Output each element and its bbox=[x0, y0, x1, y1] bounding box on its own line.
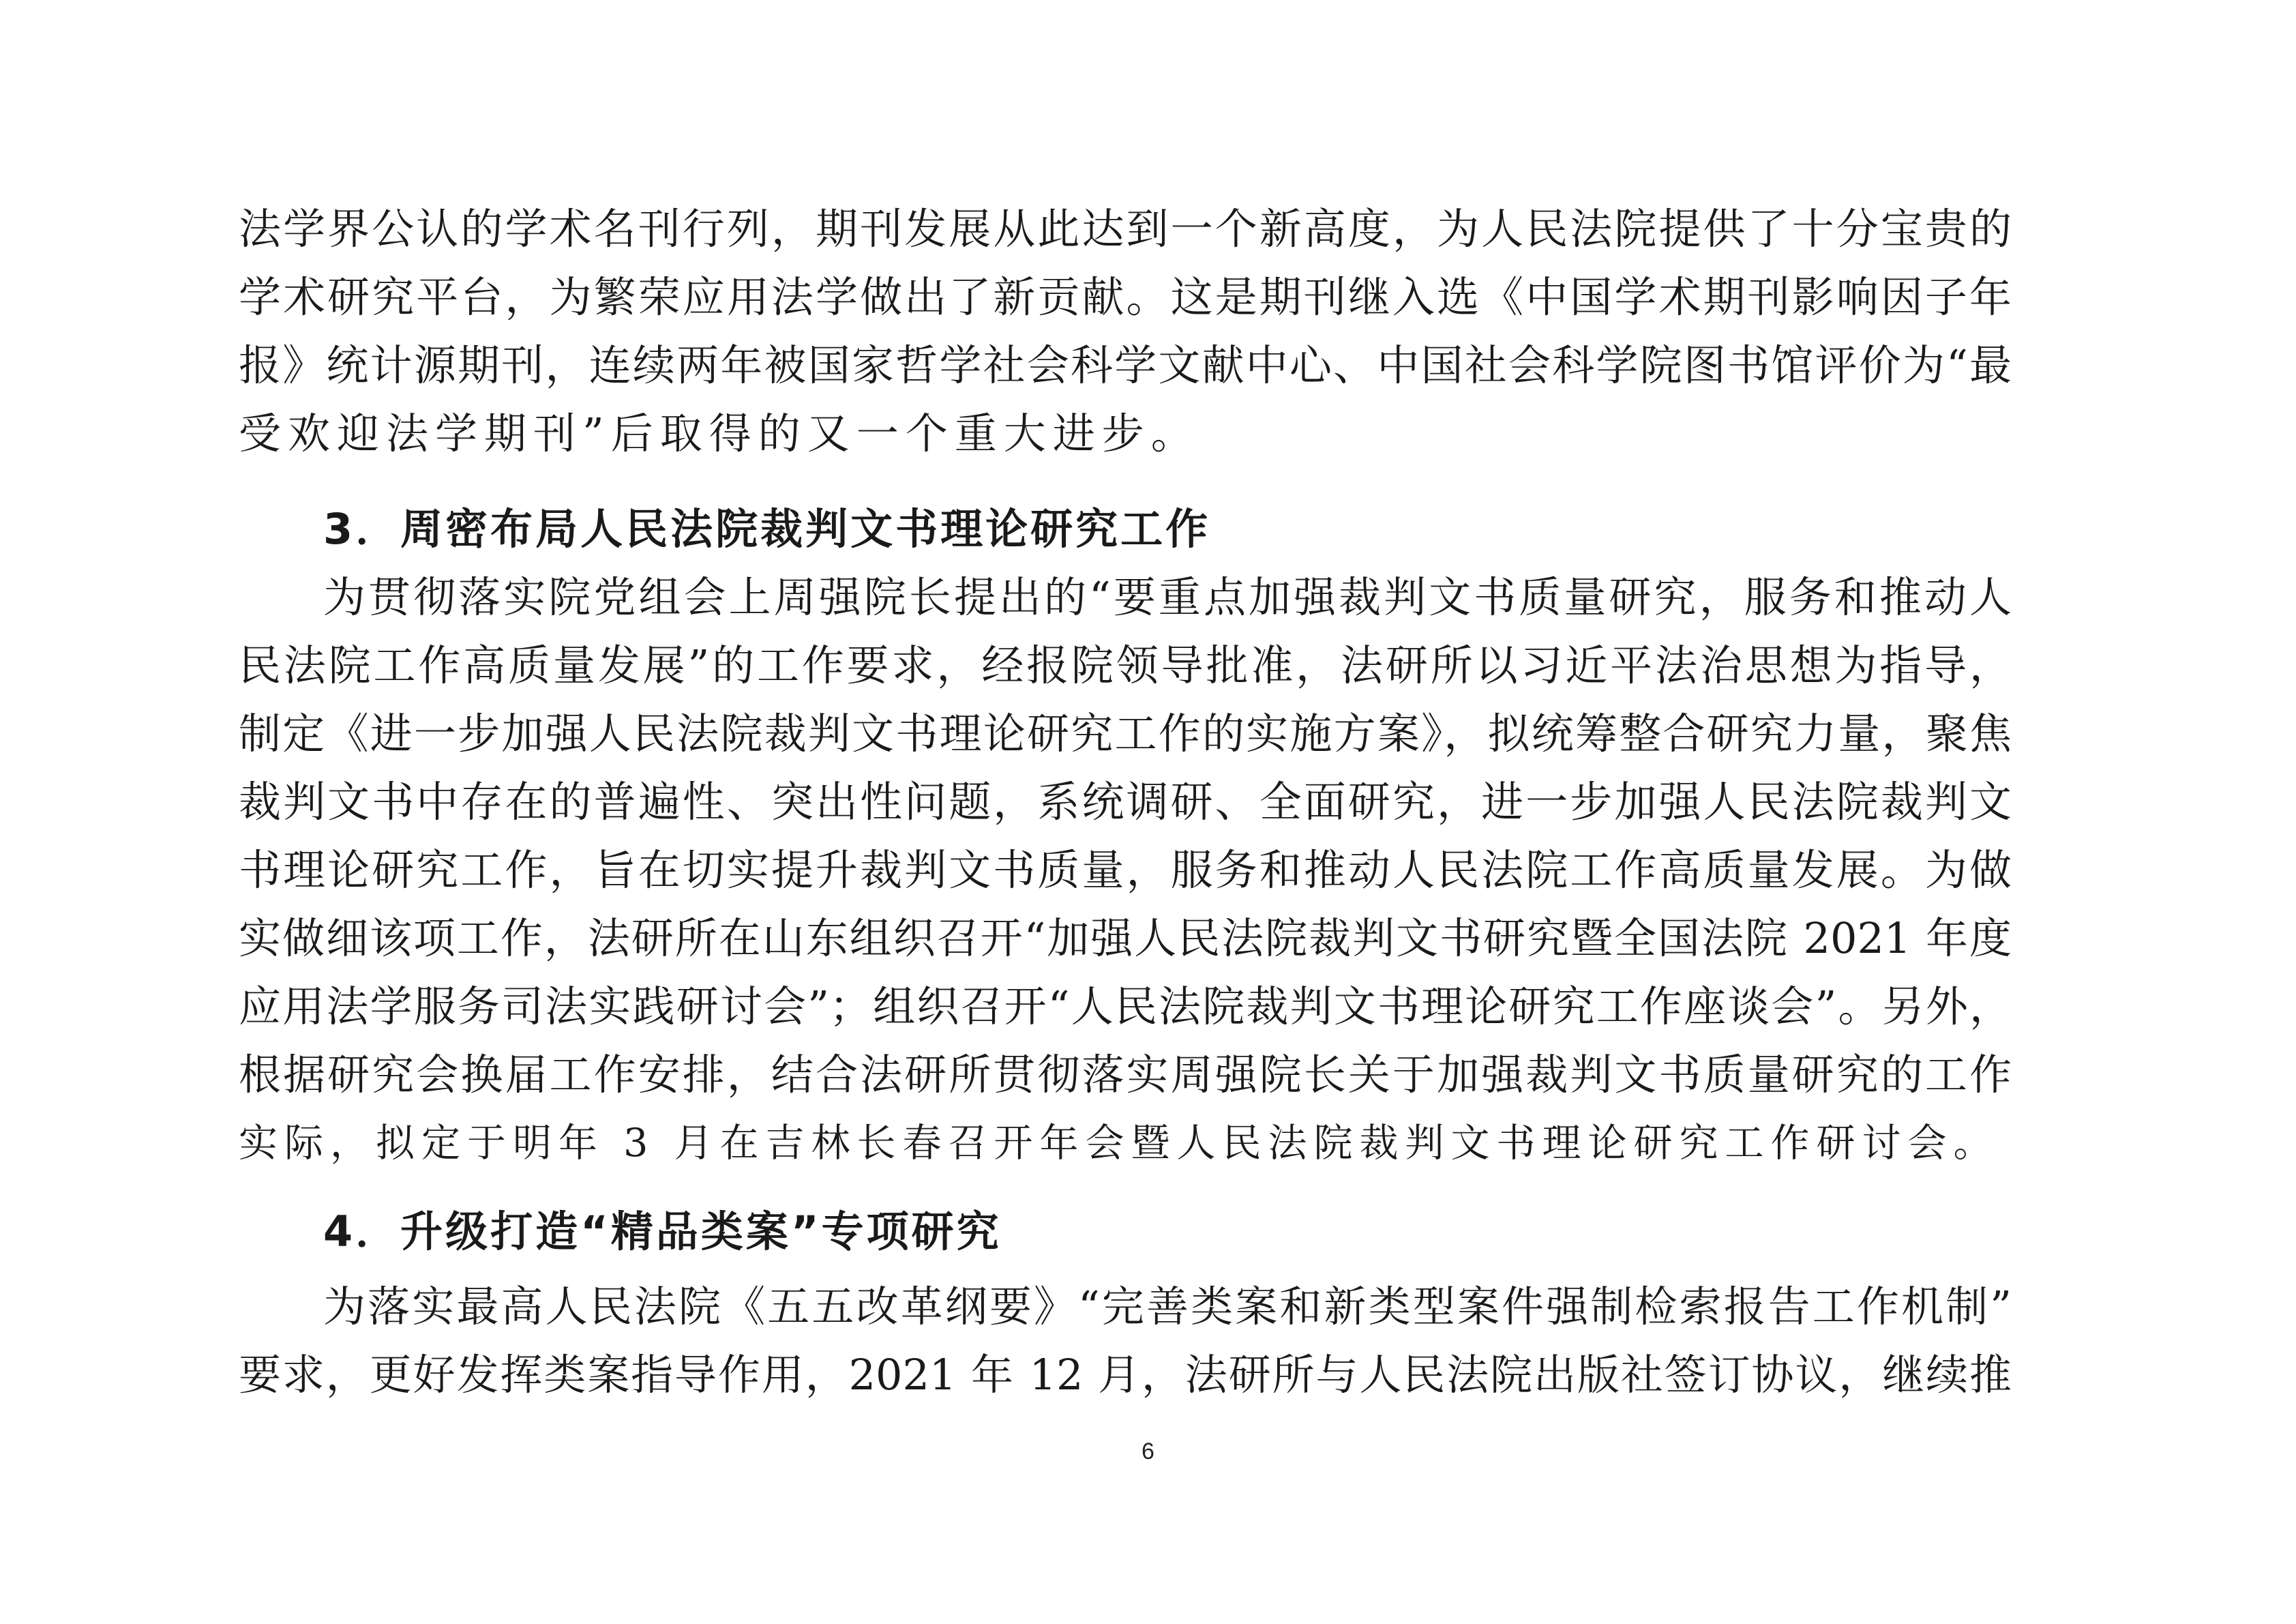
paragraph-line: 法学界公认的学术名刊行列，期刊发展从此达到一个新高度，为人民法院提供了十分宝贵的 bbox=[239, 204, 2012, 254]
paragraph-line: 制定《进一步加强人民法院裁判文书理论研究工作的实施方案》，拟统筹整合研究力量，聚焦 bbox=[239, 709, 2012, 758]
paragraph-line: 实做细该项工作，法研所在山东组织召开“加强人民法院裁判文书研究暨全国法院 2021 年度 bbox=[239, 913, 2012, 963]
paragraph-line: 受欢迎法学期刊”后取得的又一个重大进步。 bbox=[239, 409, 1200, 458]
paragraph-line: 应用法学服务司法实践研讨会”；组织召开“人民法院裁判文书理论研究工作座谈会”。另外， bbox=[239, 981, 2012, 1031]
paragraph-line: 报》统计源期刊，连续两年被国家哲学社会科学文献中心、中国社会科学院图书馆评价为“最 bbox=[239, 340, 2012, 390]
paragraph-line: 为落实最高人民法院《五五改革纲要》“完善类案和新类型案件强制检索报告工作机制” bbox=[323, 1282, 2012, 1331]
section-heading-3: 3．周密布局人民法院裁判文书理论研究工作 bbox=[323, 504, 1211, 554]
paragraph-line: 为贯彻落实院党组会上周强院长提出的“要重点加强裁判文书质量研究，服务和推动人 bbox=[323, 572, 2012, 622]
paragraph-line: 根据研究会换届工作安排，结合法研所贯彻落实周强院长关于加强裁判文书质量研究的工作 bbox=[239, 1050, 2012, 1099]
section-heading-4: 4．升级打造“精品类案”专项研究 bbox=[323, 1207, 1002, 1256]
paragraph-line: 学术研究平台，为繁荣应用法学做出了新贡献。这是期刊继入选《中国学术期刊影响因子年 bbox=[239, 272, 2012, 322]
paragraph-line: 书理论研究工作，旨在切实提升裁判文书质量，服务和推动人民法院工作高质量发展。为做 bbox=[239, 845, 2012, 895]
paragraph-line: 裁判文书中存在的普遍性、突出性问题，系统调研、全面研究，进一步加强人民法院裁判文 bbox=[239, 777, 2012, 827]
paragraph-line: 要求，更好发挥类案指导作用，2021 年 12 月，法研所与人民法院出版社签订协议，继续推 bbox=[239, 1350, 2012, 1400]
paragraph-line: 实际，拟定于明年 3 月在吉林长春召开年会暨人民法院裁判文书理论研究工作研讨会。 bbox=[239, 1121, 1999, 1166]
paragraph-line: 民法院工作高质量发展”的工作要求，经报院领导批准，法研所以习近平法治思想为指导， bbox=[239, 640, 2012, 690]
page-number: 6 bbox=[1142, 1438, 1154, 1464]
